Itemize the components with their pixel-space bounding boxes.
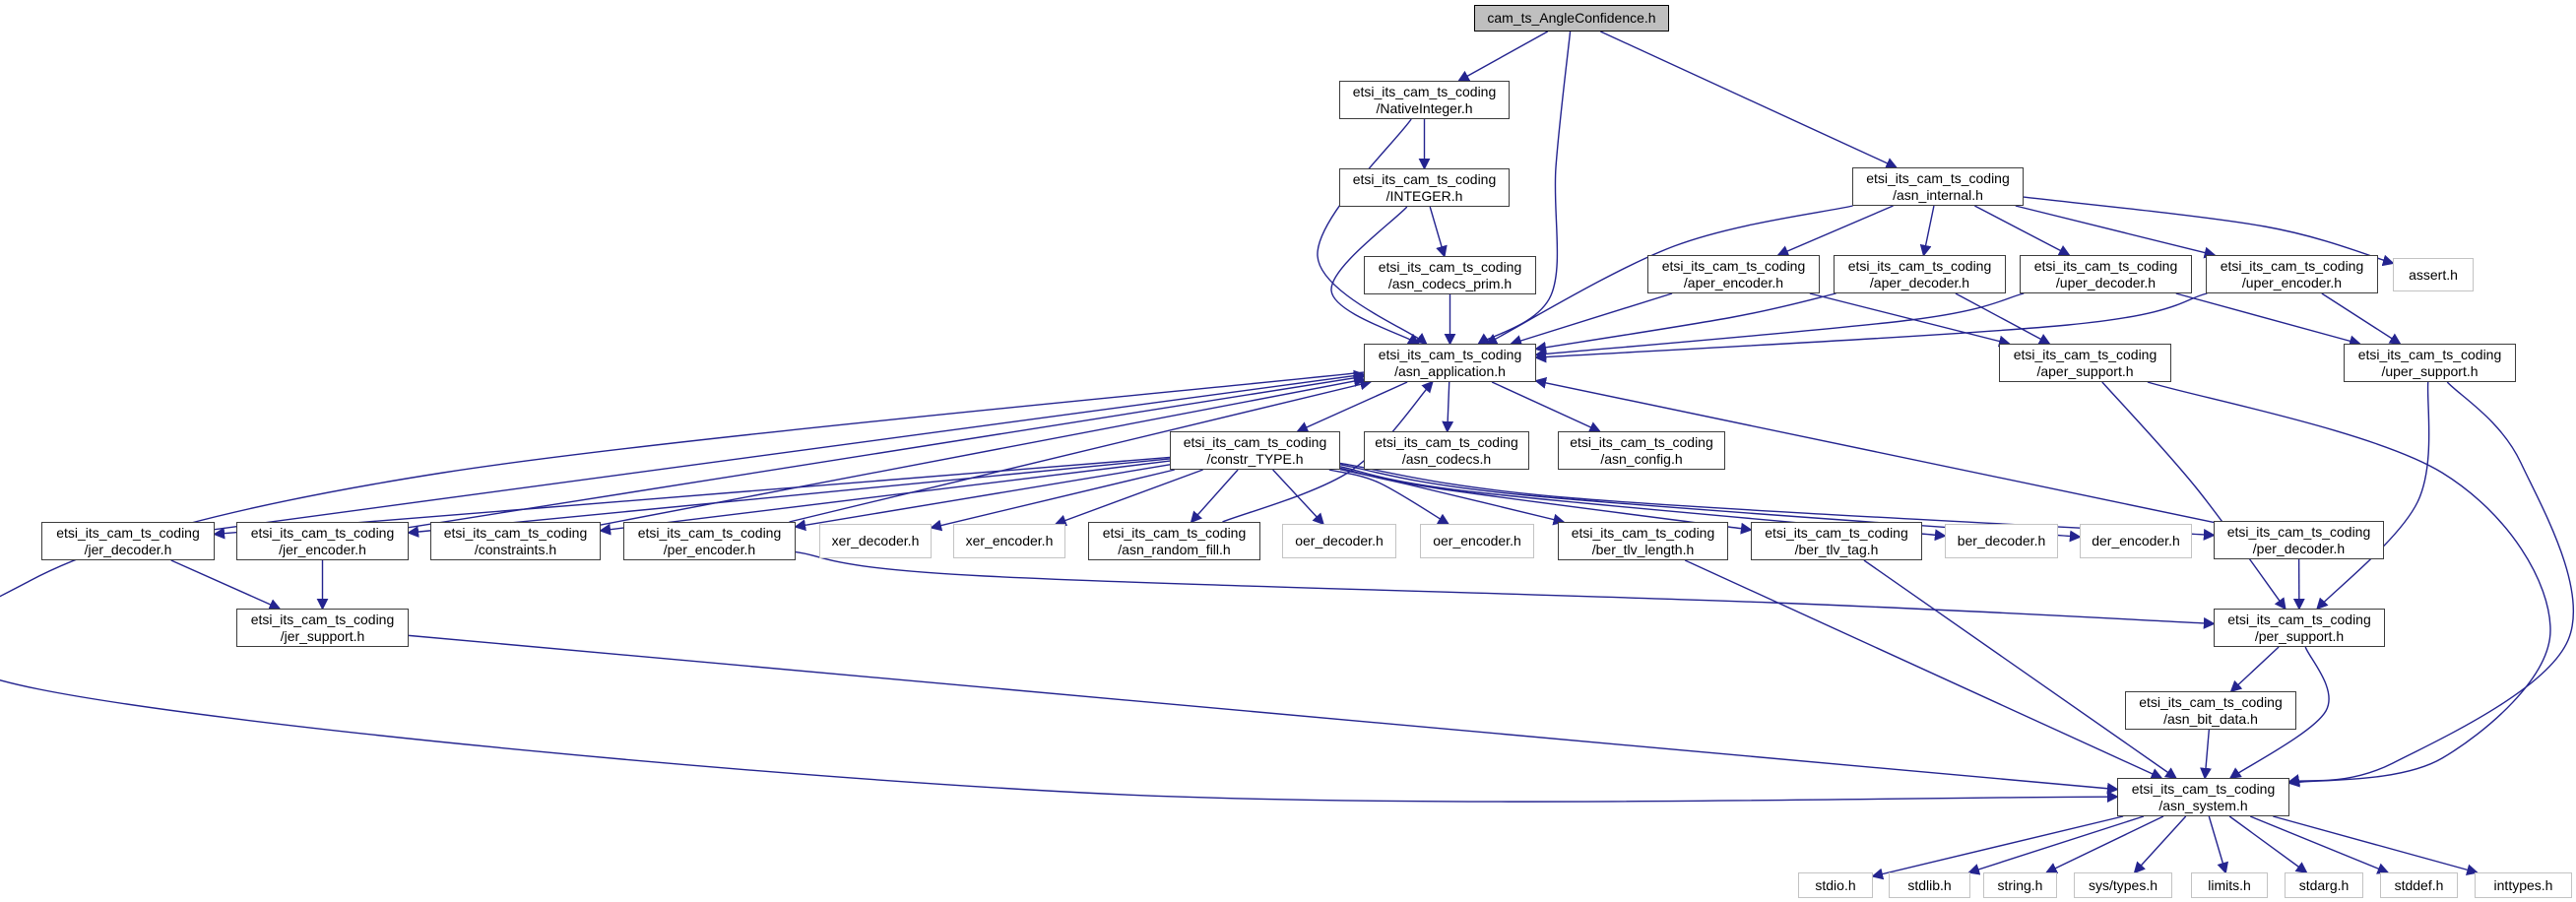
node-ber_tlv_tag[interactable] [1751, 522, 1922, 560]
node-xer_decoder [819, 524, 932, 558]
edge-per_encoder-per_support [796, 552, 2214, 624]
node-label: etsi_its_cam_ts_coding [1866, 169, 2010, 186]
edge-asn_application-asn_config [1492, 382, 1599, 431]
edge-asn_system-sys_types [2135, 816, 2186, 872]
edge-jer_support-asn_system [409, 635, 2117, 789]
node-constr_type[interactable] [1170, 431, 1340, 470]
node-asn_internal[interactable] [1852, 167, 2024, 206]
node-uper_decoder[interactable] [2020, 255, 2192, 293]
node-label: /aper_encoder.h [1683, 274, 1784, 290]
edge-asn_system-stdio [1873, 816, 2123, 876]
node-label: /asn_application.h [1394, 362, 1506, 379]
node-label: ber_decoder.h [1957, 533, 2046, 548]
node-label: /per_support.h [2254, 627, 2345, 644]
node-inttypes [2475, 872, 2572, 898]
node-label: etsi_its_cam_ts_coding [1378, 258, 1522, 275]
node-label: etsi_its_cam_ts_coding [1570, 433, 1713, 450]
node-label: sys/types.h [2088, 876, 2158, 893]
node-asn_random_fill[interactable] [1088, 522, 1260, 560]
edge-asn_system-inttypes [2273, 816, 2477, 872]
edge-constr_type-asn_random_fill [1191, 470, 1238, 522]
edge-root-asn_internal [1600, 32, 1896, 167]
node-label: /asn_internal.h [1893, 186, 1983, 203]
edge-uper_support-asn_system [2289, 382, 2573, 782]
node-label: etsi_its_cam_ts_coding [637, 524, 782, 541]
node-asn_application[interactable] [1364, 344, 1536, 382]
node-label: /asn_bit_data.h [2163, 710, 2258, 727]
node-label: etsi_its_cam_ts_coding [2131, 780, 2276, 797]
node-label: /constr_TYPE.h [1206, 450, 1304, 467]
node-sys_types [2074, 872, 2172, 898]
node-oer_decoder [1282, 524, 1396, 558]
node-label: etsi_its_cam_ts_coding [2226, 523, 2371, 540]
node-label: stddef.h [2394, 876, 2444, 893]
node-label: oer_encoder.h [1433, 533, 1521, 548]
node-root[interactable] [1474, 5, 1669, 32]
node-label: /NativeInteger.h [1376, 99, 1473, 116]
node-stdarg [2285, 872, 2363, 898]
edge-asn_internal-aper_decoder [1924, 206, 1934, 255]
edge-native_integer-asn_application [1318, 119, 1426, 344]
node-label: etsi_its_cam_ts_coding [1378, 346, 1522, 362]
node-oer_encoder [1420, 524, 1534, 558]
node-integer[interactable] [1339, 168, 1510, 207]
node-label: /jer_encoder.h [279, 541, 366, 557]
node-label: /per_encoder.h [663, 541, 756, 557]
node-asn_config[interactable] [1558, 431, 1725, 470]
edge-uper_decoder-asn_application [1536, 293, 2024, 354]
edge-constr_type-xer_encoder [1056, 470, 1202, 524]
node-label: der_encoder.h [2092, 533, 2180, 548]
node-native_integer[interactable] [1339, 81, 1510, 119]
node-ber_decoder [1945, 524, 2058, 558]
node-label: /uper_decoder.h [2055, 274, 2157, 290]
node-ber_tlv_length[interactable] [1558, 522, 1728, 560]
node-label: etsi_its_cam_ts_coding [1102, 524, 1247, 541]
node-label: etsi_its_cam_ts_coding [1661, 257, 1806, 274]
edge-constr_type-oer_encoder [1329, 470, 1449, 524]
edge-ber_tlv_tag-asn_system [1864, 560, 2176, 778]
edge-integer-asn_codecs_prim [1430, 207, 1445, 256]
node-stddef [2380, 872, 2458, 898]
node-label: etsi_its_cam_ts_coding [1847, 257, 1992, 274]
node-label: /aper_support.h [2036, 362, 2134, 379]
node-label: etsi_its_cam_ts_coding [1571, 524, 1715, 541]
edge-asn_system-limits [2209, 816, 2225, 872]
node-per_encoder[interactable] [623, 522, 796, 560]
edge-root-native_integer [1459, 32, 1548, 81]
node-label: /aper_decoder.h [1869, 274, 1970, 290]
node-label: etsi_its_cam_ts_coding [1765, 524, 1908, 541]
node-assert_h [2393, 258, 2474, 291]
node-aper_encoder[interactable] [1647, 255, 1820, 293]
edge-per_support-asn_bit_data [2231, 647, 2279, 691]
node-label: etsi_its_cam_ts_coding [443, 524, 588, 541]
node-label: stdlib.h [1907, 876, 1952, 893]
node-label: /asn_config.h [1600, 450, 1683, 467]
edge-asn_system-stdlib [1969, 816, 2144, 872]
node-label: etsi_its_cam_ts_coding [250, 524, 395, 541]
node-label: etsi_its_cam_ts_coding [2033, 257, 2178, 274]
node-label: /ber_tlv_length.h [1591, 541, 1695, 557]
node-label: /asn_random_fill.h [1118, 541, 1231, 557]
node-label: /asn_codecs.h [1401, 450, 1492, 467]
node-aper_support[interactable] [1999, 344, 2171, 382]
edge-asn_application-asn_system [0, 372, 2117, 802]
node-label: /per_decoder.h [2252, 540, 2346, 556]
node-label: /jer_support.h [280, 627, 365, 644]
node-label: stdio.h [1815, 876, 1856, 893]
edge-aper_support-per_support [2102, 382, 2286, 609]
node-label: xer_decoder.h [831, 533, 920, 548]
node-jer_support[interactable] [236, 609, 409, 647]
edge-asn_system-stdarg [2229, 816, 2306, 872]
edge-asn_internal-uper_encoder [2016, 206, 2215, 255]
edge-aper_encoder-asn_application [1512, 293, 1672, 344]
node-stdio [1798, 872, 1873, 898]
node-label: cam_ts_AngleConfidence.h [1487, 10, 1656, 26]
node-uper_encoder[interactable] [2206, 255, 2378, 293]
node-uper_support[interactable] [2344, 344, 2516, 382]
edge-uper_decoder-uper_support [2176, 293, 2359, 344]
node-limits [2191, 872, 2268, 898]
edge-ber_tlv_length-asn_system [1685, 560, 2161, 778]
node-jer_encoder[interactable] [236, 522, 409, 560]
node-xer_encoder [953, 524, 1065, 558]
node-string [1983, 872, 2057, 898]
node-aper_decoder[interactable] [1834, 255, 2006, 293]
node-label: etsi_its_cam_ts_coding [2357, 346, 2502, 362]
node-label: string.h [1997, 876, 2043, 893]
edge-asn_system-string [2047, 816, 2163, 872]
edge-uper_support-per_support [2317, 382, 2428, 609]
node-label: /ber_tlv_tag.h [1794, 541, 1879, 557]
node-label: xer_encoder.h [965, 533, 1054, 548]
node-per_support[interactable] [2214, 609, 2385, 647]
node-der_encoder [2080, 524, 2192, 558]
node-asn_system[interactable] [2117, 778, 2289, 816]
node-label: /asn_system.h [2158, 797, 2248, 813]
edge-asn_application-asn_codecs [1448, 382, 1449, 431]
node-label: limits.h [2208, 876, 2251, 893]
node-per_decoder[interactable] [2214, 521, 2384, 559]
edge-asn_bit_data-asn_system [2205, 730, 2209, 778]
node-asn_bit_data[interactable] [2125, 691, 2296, 730]
node-label: etsi_its_cam_ts_coding [1352, 83, 1497, 99]
node-label: etsi_its_cam_ts_coding [250, 611, 395, 627]
node-constraints[interactable] [430, 522, 601, 560]
node-label: oer_decoder.h [1295, 533, 1384, 548]
edge-jer_decoder-jer_support [171, 560, 280, 609]
edge-asn_system-stddef [2250, 816, 2387, 872]
edge-asn_internal-aper_encoder [1778, 206, 1894, 255]
node-label: /asn_codecs_prim.h [1387, 275, 1513, 291]
node-label: etsi_its_cam_ts_coding [1352, 170, 1497, 187]
node-label: etsi_its_cam_ts_coding [1375, 433, 1518, 450]
node-label: /jer_decoder.h [84, 541, 172, 557]
node-asn_codecs[interactable] [1364, 431, 1529, 470]
node-label: /uper_support.h [2381, 362, 2479, 379]
edge-constr_type-oer_decoder [1273, 470, 1323, 524]
node-label: /uper_encoder.h [2241, 274, 2343, 290]
node-label: assert.h [2409, 266, 2458, 283]
node-label: /INTEGER.h [1385, 187, 1463, 204]
node-label: etsi_its_cam_ts_coding [2139, 693, 2283, 710]
edge-asn_internal-uper_decoder [1974, 206, 2069, 255]
edge-constr_type-per_encoder [796, 465, 1170, 527]
node-asn_codecs_prim[interactable] [1364, 256, 1536, 294]
node-label: stdarg.h [2298, 876, 2350, 893]
node-label: etsi_its_cam_ts_coding [1183, 433, 1327, 450]
node-label: etsi_its_cam_ts_coding [2013, 346, 2157, 362]
node-label: etsi_its_cam_ts_coding [2227, 611, 2371, 627]
node-label: /constraints.h [474, 541, 557, 557]
node-stdlib [1889, 872, 1970, 898]
node-jer_decoder[interactable] [41, 522, 215, 560]
node-label: etsi_its_cam_ts_coding [56, 524, 200, 541]
node-label: etsi_its_cam_ts_coding [2220, 257, 2364, 274]
node-label: inttypes.h [2493, 876, 2553, 893]
